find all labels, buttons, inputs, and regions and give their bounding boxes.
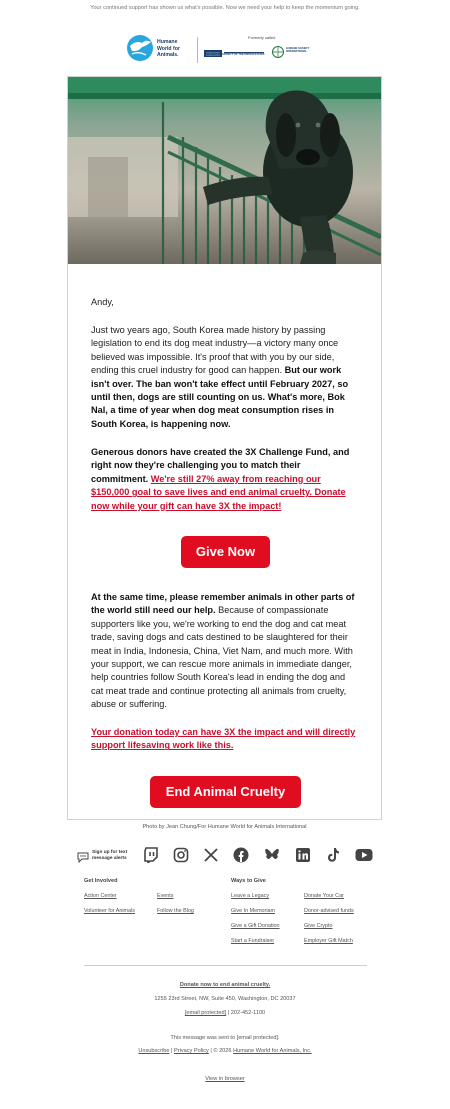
preheader-text: Your continued support has shown us what's possible. Now we need your help to keep the momentum going. [90,5,360,11]
globe-bird-icon [126,34,154,62]
footer-email-link[interactable]: [email protected] [184,1010,227,1016]
footer-contact [0,1010,450,1016]
paragraph-1-bold: But our work isn't over. The ban won't take effect until February 2027, so until then, dogs are still counting on us. What's more, Bok Nal, a time of year when dog meat consumption rises in South Korea, is happening now. [91,365,349,429]
footer-phone: | 202-452-1100 [226,1010,266,1016]
humane-world-wordmark [157,39,199,59]
wordmark-line: Animals. [157,52,179,59]
sms-signup[interactable] [77,849,135,865]
sms-label-line: Sign up for text [92,850,128,855]
facebook-icon[interactable] [233,847,249,863]
ways-to-give-heading: Ways to Give [231,878,266,884]
hsi-globe-icon [272,46,284,58]
paragraph-4 [91,726,359,753]
chat-bubble-icon [77,851,89,863]
formerly-called-label: Formerly called [248,35,276,40]
paragraph-3-bold: At the same time, please remember animals in other parts of the world still need our help. [91,592,355,616]
employer-gift-match-link[interactable]: Employer Gift Match [304,938,353,944]
hsi-name: HUMANE SOCIETY INTERNATIONAL [286,47,310,53]
photo-credit: Photo by Jean Chung/For Humane World for Animals International [142,824,307,830]
volunteer-link[interactable]: Volunteer for Animals [84,908,135,914]
footer-donate [0,982,450,988]
linkedin-icon[interactable] [295,847,311,863]
greeting: Andy, [91,297,114,307]
give-crypto-link[interactable]: Give Crypto [304,923,333,929]
get-involved-heading: Get Involved [84,878,118,884]
unsubscribe-link[interactable]: Unsubscribe [138,1048,170,1054]
x-twitter-icon[interactable] [203,847,219,863]
give-in-memoriam-link[interactable]: Give In Memoriam [231,908,276,914]
copyright-text: | © 2026 [208,1048,234,1054]
action-center-link[interactable]: Action Center [84,893,117,899]
privacy-policy-link[interactable]: Privacy Policy [174,1048,209,1054]
twitch-icon[interactable] [143,847,159,863]
donate-car-link[interactable]: Donate Your Car [304,893,344,899]
wordmark-line: World for [157,45,180,52]
tiktok-icon[interactable] [325,847,341,863]
give-now-button[interactable]: Give Now [181,536,270,568]
start-fundraiser-link[interactable]: Start a Fundraiser [231,938,275,944]
paragraph-3-text: Because of compassionate supporters like you, we're working to end the dog and cat meat trade, saving dogs and cats destined to be slaughtered for their meat in India, Indonesia, China, Viet Nam, and much more. With your support, we can rescue more animals in immediate danger, help countries follow South Korea's lead in ending the dog and cat meat trade and continue protecting all animals from cruelty, abuse or suffering. [91,605,353,710]
instagram-icon[interactable] [173,847,189,863]
goal-donate-link[interactable]: We're still 27% away from reaching our $150,000 goal to save lives and end animal cruelty. Donate now while your gift can have 3X the impact! [91,473,346,511]
footer-divider [84,965,367,966]
wordmark-line: Humane [157,39,178,45]
view-in-browser [0,1076,450,1082]
humane-world-logo[interactable] [126,34,198,64]
end-animal-cruelty-button[interactable]: End Animal Cruelty [150,776,301,808]
dog-in-cage-image [68,77,381,264]
bluesky-icon[interactable] [264,847,280,863]
hsus-name: THE HUMANE SOCIETY OF THE UNITED STATES [204,53,265,56]
header-logos [0,34,450,64]
email-card [67,76,382,820]
paragraph-1 [91,324,359,431]
hero-dog-photo [68,77,381,264]
events-link[interactable]: Events [157,893,174,899]
logo-divider [197,37,198,63]
hsi-logo [272,45,326,59]
youtube-icon[interactable] [355,847,373,863]
footer-sent-to: This message was sent to [email protected]. [170,1035,280,1041]
paragraph-2-bold: Generous donors have created the 3X Challenge Fund, and right now they're challenging you to match their commitment. [91,447,350,484]
gift-donation-link[interactable]: Give a Gift Donation [231,923,280,929]
follow-blog-link[interactable]: Follow the Blog [157,908,194,914]
footer-donate-link[interactable]: Donate now to end animal cruelty. [179,982,271,988]
donor-advised-funds-link[interactable]: Donor-advised funds [304,908,354,914]
org-link[interactable]: Humane World for Animals, Inc. [233,1048,312,1054]
paragraph-3 [91,591,359,712]
sms-label-line: message alerts [92,855,127,861]
paragraph-1-text: Just two years ago, South Korea made history by passing legislation to end its dog meat industry—a victory many once believed was impossible. It's proof that with you by our side, ending this cruel industry for good can happen. [91,325,339,376]
footer-address: 1255 23rd Street, NW, Suite 450, Washington, DC 20037 [154,996,296,1002]
sms-label [92,850,127,861]
paragraph-2 [91,446,359,513]
view-in-browser-link[interactable]: View in browser [205,1076,245,1082]
social-links [0,846,450,866]
hsus-logo [204,45,266,59]
legal-separator: | [169,1048,174,1054]
leave-legacy-link[interactable]: Leave a Legacy [231,893,270,899]
footer-legal [0,1048,450,1054]
impact-donate-link[interactable]: Your donation today can have 3X the impact and will directly support lifesaving work like this. [91,727,356,751]
